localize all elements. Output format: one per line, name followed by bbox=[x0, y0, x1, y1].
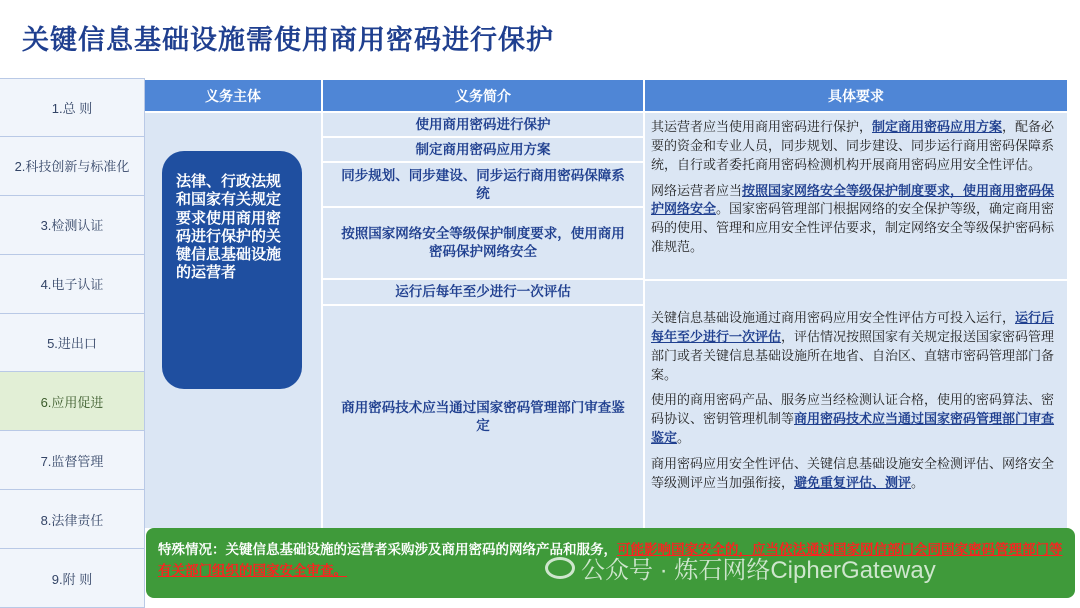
requirement-paragraph: 关键信息基础设施通过商用密码应用安全性评估方可投入运行，运行后每年至少进行一次评估，评估情况按照国家有关规定报送国家密码管理部门或者关键信息基础设施所在地省、自治区、直辖市密码管理部门备案。 bbox=[651, 310, 1055, 382]
highlight-text: 按照国家网络安全等级保护制度要求，使用商用密码保护网络安全 bbox=[651, 182, 1055, 217]
sidebar-item-testing-certification[interactable]: 3.检测认证 bbox=[0, 196, 145, 255]
requirement-paragraph: 其运营者应当使用商用密码进行保护，制定商用密码应用方案，配备必要的资金和专业人员，同步规划、同步建设、同步运行商用密码保障系统，自行或者委托商用密码检测机构开展商用密码应用安全性评估。 bbox=[651, 119, 1055, 172]
sidebar-nav bbox=[0, 78, 145, 608]
duty-item: 商用密码技术应当通过国家密码管理部门审查鉴定 bbox=[323, 306, 643, 528]
requirements-block-2 bbox=[645, 281, 1067, 528]
header-subject: 义务主体 bbox=[145, 80, 321, 111]
sidebar-item-legal-liability[interactable]: 8.法律责任 bbox=[0, 490, 145, 549]
highlight-text: 制定商用密码应用方案 bbox=[872, 119, 1003, 134]
obligation-table bbox=[145, 80, 1067, 528]
sidebar-item-application-promotion[interactable]: 6.应用促进 bbox=[0, 372, 145, 431]
duty-item: 制定商用密码应用方案 bbox=[323, 138, 643, 161]
duty-item: 使用商用密码进行保护 bbox=[323, 113, 643, 136]
duty-item: 运行后每年至少进行一次评估 bbox=[323, 280, 643, 304]
requirement-paragraph: 网络运营者应当按照国家网络安全等级保护制度要求，使用商用密码保护网络安全。国家密码管理部门根据网络的安全保护等级，确定商用密码的使用、管理和应用安全性评估要求，制定网络安全等级保护密码标准规范。 bbox=[651, 182, 1055, 255]
header-duty-summary: 义务简介 bbox=[323, 80, 643, 111]
page-title: 关键信息基础设施需使用商用密码进行保护 bbox=[22, 25, 554, 55]
subject-column bbox=[145, 113, 321, 528]
special-case-prefix: 特殊情况：关键信息基础设施的运营者采购涉及商用密码的网络产品和服务， bbox=[158, 542, 617, 557]
wechat-icon bbox=[545, 557, 575, 579]
watermark-text: 公众号 · 炼石网络CipherGateway bbox=[581, 557, 936, 584]
sidebar-item-general[interactable]: 1.总 则 bbox=[0, 78, 145, 137]
requirement-paragraph: 使用的商用密码产品、服务应当经检测认证合格，使用的密码算法、密码协议、密钥管理机制等商用密码技术应当通过国家密码管理部门审查鉴定。 bbox=[651, 392, 1055, 446]
duty-item: 同步规划、同步建设、同步运行商用密码保障系统 bbox=[323, 163, 643, 206]
sidebar-item-e-authentication[interactable]: 4.电子认证 bbox=[0, 255, 145, 314]
highlight-text: 避免重复评估、测评 bbox=[794, 474, 912, 490]
special-case-highlight: 可能影响国家安全的，应当依法通过国家网信部门会同国家密码管理部门等有关部门组织的国家安全审查。 bbox=[158, 542, 1063, 578]
sidebar-item-import-export[interactable]: 5.进出口 bbox=[0, 314, 145, 373]
watermark bbox=[545, 550, 936, 585]
sidebar-item-tech-innovation[interactable]: 2.科技创新与标准化 bbox=[0, 137, 145, 196]
subject-box: 法律、行政法规和国家有关规定要求使用商用密码进行保护的关键信息基础设施的运营者 bbox=[162, 151, 302, 389]
requirement-paragraph: 商用密码应用安全性评估、关键信息基础设施安全检测评估、网络安全等级测评应当加强衔接，避免重复评估、测评。 bbox=[651, 455, 1055, 490]
highlight-text: 运行后每年至少进行一次评估 bbox=[651, 310, 1055, 344]
sidebar-item-supervision[interactable]: 7.监督管理 bbox=[0, 431, 145, 490]
sidebar-item-supplementary[interactable]: 9.附 则 bbox=[0, 549, 145, 608]
highlight-text: 商用密码技术应当通过国家密码管理部门审查鉴定 bbox=[651, 411, 1055, 446]
duty-item: 按照国家网络安全等级保护制度要求，使用商用密码保护网络安全 bbox=[323, 208, 643, 278]
requirements-block-1 bbox=[645, 113, 1067, 279]
header-requirements: 具体要求 bbox=[645, 80, 1067, 111]
